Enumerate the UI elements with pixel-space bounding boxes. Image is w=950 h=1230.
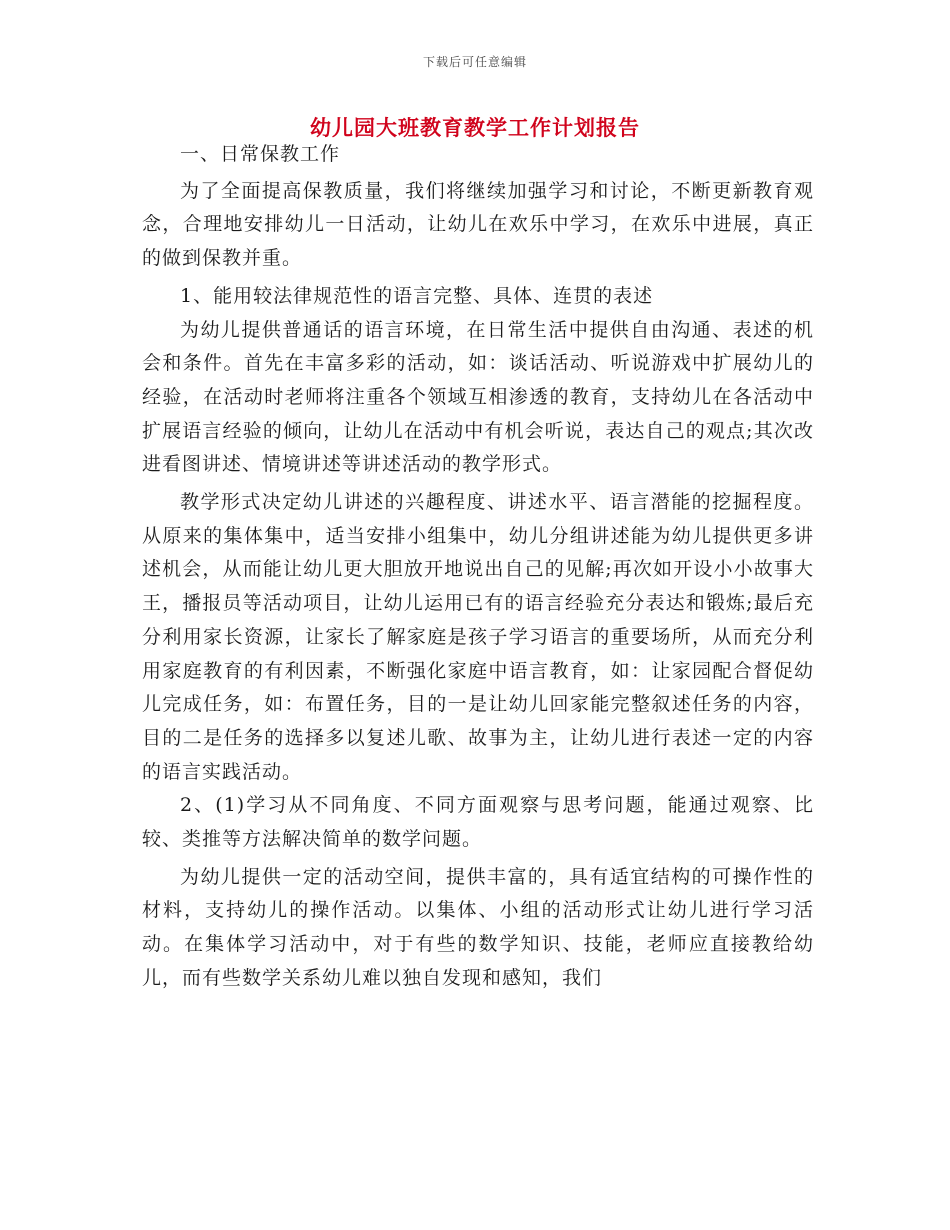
subheading-language: 1、能用较法律规范性的语言完整、具体、连贯的表述 [180,284,654,307]
document-title: 幼儿园大班教育教学工作计划报告 [310,115,640,140]
paragraph-math-activity: 为幼儿提供一定的活动空间，提供丰富的，具有适宜结构的可操作性的材料，支持幼儿的操作活动。以集体、小组的活动形式让幼儿进行学习活动。在集体学习活动中，对于有些的数学知识、技能，老师应直接教给幼儿，而有些数学关系幼儿难以独自发现和感知，我们 [142,865,814,989]
paragraph-teaching-form: 教学形式决定幼儿讲述的兴趣程度、讲述水平、语言潜能的挖掘程度。从原来的集体集中，适当安排小组集中，幼儿分组讲述能为幼儿提供更多讲述机会，从而能让幼儿更大胆放开地说出自己的见解;再次如开设小小故事大王，播报员等活动项目，让幼儿运用已有的语言经验充分表达和锻炼;最后充分利用家长资源，让家长了解家庭是孩子学习语言的重要场所，从而充分利用家庭教育的有利因素，不断强化家庭中语言教育，如：让家园配合督促幼儿完成任务，如：布置任务，目的一是让幼儿回家能完整叙述任务的内容，目的二是任务的选择多以复述儿歌、故事为主，让幼儿进行表述一定的内容的语言实践活动。 [142,491,814,783]
subheading-math: 2、(1)学习从不同角度、不同方面观察与思考问题，能通过观察、比较、类推等方法解决简单的数学问题。 [142,794,814,851]
page-header-note: 下载后可任意编辑 [422,55,527,69]
section-heading-daily-care: 一、日常保教工作 [180,143,341,165]
paragraph-language-environment: 为幼儿提供普通话的语言环境，在日常生活中提供自由沟通、表述的机会和条件。首先在丰富多彩的活动，如：谈话活动、听说游戏中扩展幼儿的经验，在活动时老师将注重各个领域互相渗透的教育，支持幼儿在各活动中扩展语言经验的倾向，让幼儿在活动中有机会听说，表达自己的观点;其次改进看图讲述、情境讲述等讲述活动的教学形式。 [142,318,814,476]
document-body [142,138,814,996]
paragraph-intro: 为了全面提高保教质量，我们将继续加强学习和讨论，不断更新教育观念，合理地安排幼儿一日活动，让幼儿在欢乐中学习，在欢乐中进展，真正的做到保教并重。 [142,179,814,270]
